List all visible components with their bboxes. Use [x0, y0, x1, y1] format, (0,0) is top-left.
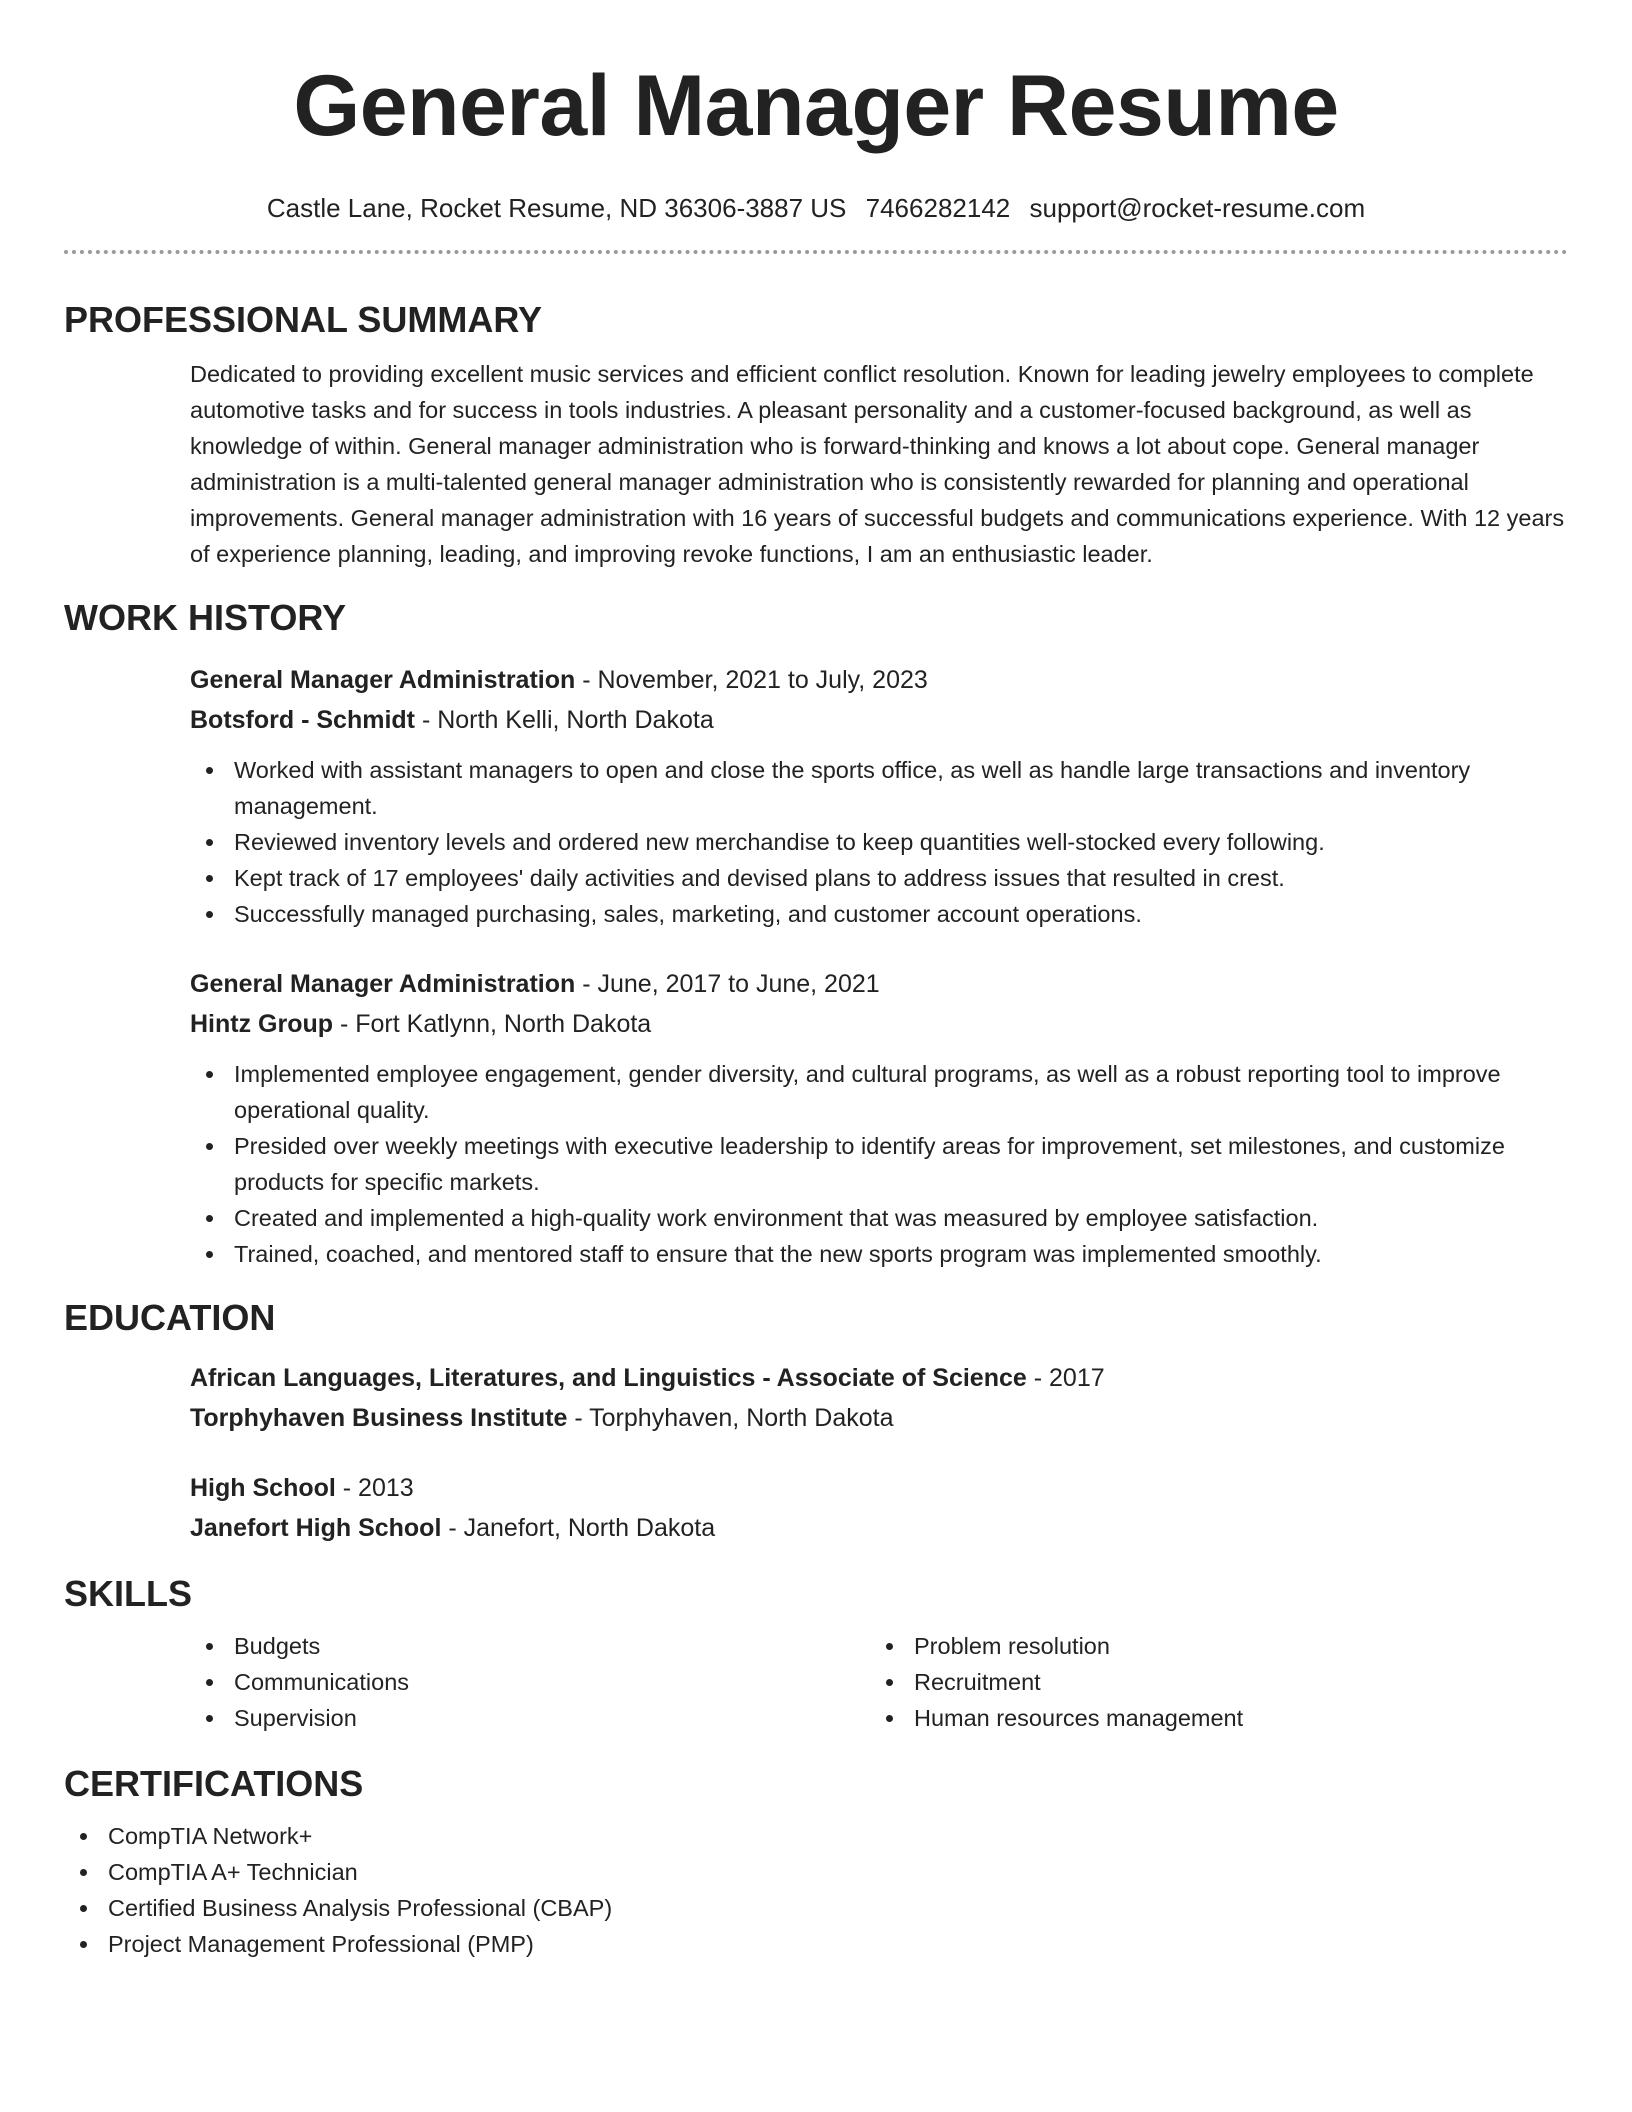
- summary-text: Dedicated to providing excellent music services and efficient conflict resolution. Known for leading jewelry employees to complete automotive tasks and for success in tools industries. A pleasant personality and a customer-focused background, as well as knowledge of within. General manager administration who is forward-thinking and knows a lot about cope. General manager administration is a multi-talented general manager administration who is consistently rewarded for planning and operational improvements. General manager administration with 16 years of successful budgets and communications experience. With 12 years of experience planning, leading, and improving revoke functions, I am an enthusiastic leader.: [190, 361, 1565, 567]
- education-entry: [64, 1468, 1568, 1548]
- list-item: Supervision: [190, 1700, 870, 1736]
- job-entry: [64, 964, 1568, 1272]
- job-dates: - June, 2017 to June, 2021: [575, 970, 880, 998]
- list-item: Human resources management: [870, 1700, 1550, 1736]
- school-location: - Torphyhaven, North Dakota: [567, 1404, 894, 1432]
- job-bullets: [190, 752, 1568, 932]
- job-title-line: [190, 964, 1568, 1004]
- skills-column-left: [190, 1628, 870, 1736]
- job-title: General Manager Administration: [190, 970, 576, 998]
- list-item: Recruitment: [870, 1664, 1550, 1700]
- skills-grid: [64, 1628, 1568, 1736]
- contact-line: [64, 192, 1568, 224]
- phone: 7466282142: [865, 193, 1011, 223]
- company-name: Botsford - Schmidt: [190, 706, 415, 734]
- list-item: Problem resolution: [870, 1628, 1550, 1664]
- resume-page: [64, 0, 1568, 1962]
- job-title: General Manager Administration: [190, 666, 576, 694]
- job-bullets: [190, 1056, 1568, 1272]
- list-item: CompTIA Network+: [64, 1818, 1568, 1854]
- school-name: Janefort High School: [190, 1514, 442, 1542]
- company-location: - Fort Katlynn, North Dakota: [333, 1010, 652, 1038]
- email: support@rocket-resume.com: [1029, 193, 1366, 223]
- list-item: Budgets: [190, 1628, 870, 1664]
- list-item: Implemented employee engagement, gender diversity, and cultural programs, as well as a robust reporting tool to improve operational quality.: [190, 1056, 1568, 1128]
- resume-title: General Manager Resume: [293, 58, 1339, 154]
- skills-column-right: [870, 1628, 1550, 1736]
- certifications-list: [64, 1818, 1568, 1962]
- company-location: - North Kelli, North Dakota: [415, 706, 714, 734]
- school-line: [190, 1398, 1568, 1438]
- degree-year: - 2017: [1026, 1364, 1105, 1392]
- degree-line: [190, 1358, 1568, 1398]
- job-dates: - November, 2021 to July, 2023: [575, 666, 928, 694]
- list-item: Worked with assistant managers to open and close the sports office, as well as handle large transactions and inventory management.: [190, 752, 1568, 824]
- summary-heading: PROFESSIONAL SUMMARY: [64, 299, 543, 340]
- list-item: Trained, coached, and mentored staff to ensure that the new sports program was implemented smoothly.: [190, 1236, 1568, 1272]
- education-entry: [64, 1358, 1568, 1438]
- address: Castle Lane, Rocket Resume, ND 36306-3887 US: [266, 193, 847, 223]
- degree-name: African Languages, Literatures, and Linguistics - Associate of Science: [190, 1364, 1027, 1392]
- list-item: Communications: [190, 1664, 870, 1700]
- work-history-heading: WORK HISTORY: [64, 597, 347, 638]
- list-item: Project Management Professional (PMP): [64, 1926, 1568, 1962]
- certifications-heading: CERTIFICATIONS: [64, 1763, 364, 1804]
- list-item: Certified Business Analysis Professional (CBAP): [64, 1890, 1568, 1926]
- school-location: - Janefort, North Dakota: [441, 1514, 716, 1542]
- list-item: Reviewed inventory levels and ordered new merchandise to keep quantities well-stocked every following.: [190, 824, 1568, 860]
- school-line: [190, 1508, 1568, 1548]
- degree-year: - 2013: [335, 1474, 414, 1502]
- job-company-line: [190, 1004, 1568, 1044]
- header-divider: [64, 250, 1568, 254]
- list-item: Successfully managed purchasing, sales, marketing, and customer account operations.: [190, 896, 1568, 932]
- list-item: CompTIA A+ Technician: [64, 1854, 1568, 1890]
- skills-heading: SKILLS: [64, 1573, 193, 1614]
- company-name: Hintz Group: [190, 1010, 334, 1038]
- list-item: Presided over weekly meetings with executive leadership to identify areas for improvement, set milestones, and customize products for specific markets.: [190, 1128, 1568, 1200]
- degree-name: High School: [190, 1474, 336, 1502]
- job-company-line: [190, 700, 1568, 740]
- school-name: Torphyhaven Business Institute: [190, 1404, 568, 1432]
- job-title-line: [190, 660, 1568, 700]
- job-entry: [64, 660, 1568, 932]
- education-heading: EDUCATION: [64, 1297, 276, 1338]
- list-item: Kept track of 17 employees' daily activities and devised plans to address issues that resulted in crest.: [190, 860, 1568, 896]
- list-item: Created and implemented a high-quality work environment that was measured by employee satisfaction.: [190, 1200, 1568, 1236]
- degree-line: [190, 1468, 1568, 1508]
